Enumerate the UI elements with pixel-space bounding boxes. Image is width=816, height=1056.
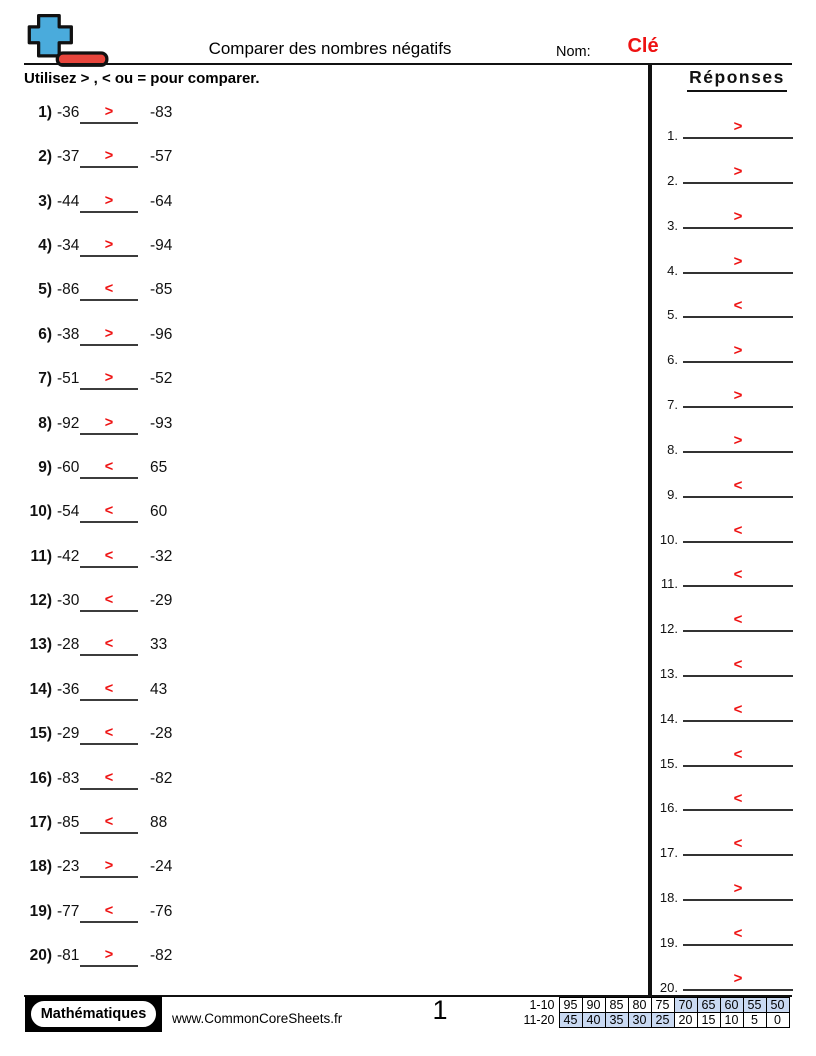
answer-blank-line <box>80 459 138 479</box>
answer-blank-line <box>80 903 138 923</box>
problem-left-value: -85 <box>57 814 80 831</box>
answer-row <box>652 208 794 233</box>
comparison-symbol: < <box>104 592 114 608</box>
score-range-label: 11-20 <box>523 1012 555 1027</box>
comparison-symbol: < <box>733 656 743 673</box>
name-value-answer-key: Clé <box>627 35 659 57</box>
answer-number: 9. <box>667 487 678 502</box>
problem-row <box>24 237 284 256</box>
problem-left-value: -77 <box>57 903 80 920</box>
comparison-symbol: > <box>104 858 114 874</box>
problem-row <box>24 814 284 833</box>
problem-left-value: -51 <box>57 370 80 387</box>
problem-right-value: -94 <box>150 237 173 254</box>
comparison-symbol: < <box>104 503 114 519</box>
answer-blank-line <box>683 925 793 946</box>
problem-right-value: -83 <box>150 104 173 121</box>
problem-left-value: -29 <box>57 725 80 742</box>
problem-left-value: -81 <box>57 947 80 964</box>
problem-right-value: 43 <box>150 681 168 698</box>
problem-number: 19) <box>29 903 52 920</box>
problem-number: 8) <box>38 415 52 432</box>
answer-blank-line <box>683 880 793 901</box>
score-cell: 75 <box>651 998 674 1013</box>
answer-blank-line <box>683 163 793 184</box>
answer-row <box>652 477 794 502</box>
comparison-symbol: > <box>733 970 743 987</box>
comparison-symbol: > <box>733 342 743 359</box>
answer-number: 11. <box>660 576 678 591</box>
answer-number: 14. <box>659 711 678 726</box>
problem-left-value: -54 <box>57 503 80 520</box>
answer-row <box>652 790 794 815</box>
problem-row <box>24 858 284 877</box>
comparison-symbol: < <box>733 477 743 494</box>
problem-left-value: -30 <box>57 592 80 609</box>
comparison-symbol: > <box>733 163 743 180</box>
problem-number: 4) <box>38 237 52 254</box>
answer-blank-line <box>80 193 138 213</box>
answer-blank-line <box>80 681 138 701</box>
answer-row <box>652 701 794 726</box>
problem-left-value: -23 <box>57 858 80 875</box>
answer-row <box>652 925 794 950</box>
comparison-symbol: < <box>104 636 114 652</box>
answers-heading: Réponses <box>668 67 806 92</box>
score-cell: 65 <box>697 998 720 1013</box>
answer-row <box>652 432 794 457</box>
answer-number: 18. <box>659 890 678 905</box>
problem-row <box>24 947 284 966</box>
answer-number: 4. <box>667 263 678 278</box>
score-cell: 45 <box>559 1013 582 1028</box>
problem-row <box>24 459 284 478</box>
answer-number: 17. <box>659 845 678 860</box>
comparison-symbol: > <box>733 118 743 135</box>
brand-badge <box>25 996 162 1032</box>
comparison-symbol: < <box>733 566 743 583</box>
answer-blank-line <box>683 208 793 229</box>
comparison-symbol: > <box>104 370 114 386</box>
answer-blank-line <box>80 725 138 745</box>
problem-row <box>24 415 284 434</box>
comparison-symbol: > <box>104 104 114 120</box>
comparison-symbol: < <box>733 522 743 539</box>
answer-blank-line <box>80 548 138 568</box>
comparison-symbol: > <box>733 387 743 404</box>
problem-right-value: -93 <box>150 415 173 432</box>
answer-blank-line <box>80 104 138 124</box>
comparison-symbol: < <box>733 925 743 942</box>
answer-number: 5. <box>667 307 678 322</box>
score-cell: 55 <box>743 998 766 1013</box>
problem-number: 18) <box>29 858 52 875</box>
comparison-symbol: < <box>104 770 114 786</box>
problem-number: 12) <box>29 592 52 609</box>
problem-right-value: -85 <box>150 281 173 298</box>
problem-row <box>24 725 284 744</box>
plus-icon <box>29 16 71 56</box>
score-cell: 35 <box>605 1013 628 1028</box>
answer-number: 3. <box>667 218 678 233</box>
problem-left-value: -38 <box>57 326 80 343</box>
comparison-symbol: < <box>733 790 743 807</box>
problem-row <box>24 148 284 167</box>
answer-blank-line <box>683 970 793 991</box>
answer-row <box>652 970 794 995</box>
comparison-symbol: > <box>104 415 114 431</box>
grading-table <box>519 997 790 1028</box>
answer-number: 20. <box>659 980 678 995</box>
answer-row <box>652 835 794 860</box>
answer-blank-line <box>683 477 793 498</box>
answer-blank-line <box>80 592 138 612</box>
answer-blank-line <box>80 326 138 346</box>
problem-row <box>24 370 284 389</box>
answer-number: 2. <box>667 173 678 188</box>
comparison-symbol: < <box>104 281 114 297</box>
website-url: www.CommonCoreSheets.fr <box>172 1011 343 1026</box>
instruction-text: Utilisez > , < ou = pour comparer. <box>24 70 260 87</box>
problem-row <box>24 326 284 345</box>
problem-left-value: -83 <box>57 770 80 787</box>
answer-blank-line <box>80 947 138 967</box>
comparison-symbol: < <box>104 903 114 919</box>
answer-number: 7. <box>667 397 678 412</box>
answer-row <box>652 253 794 278</box>
answer-number: 8. <box>667 442 678 457</box>
answer-row <box>652 880 794 905</box>
problem-right-value: -96 <box>150 326 173 343</box>
problem-row <box>24 903 284 922</box>
answer-blank-line <box>683 790 793 811</box>
score-cell: 70 <box>674 998 697 1013</box>
problem-number: 16) <box>29 770 52 787</box>
comparison-symbol: < <box>104 459 114 475</box>
answer-blank-line <box>683 297 793 318</box>
score-cell: 5 <box>743 1013 766 1028</box>
problem-row <box>24 548 284 567</box>
answer-row <box>652 342 794 367</box>
problem-left-value: -60 <box>57 459 80 476</box>
answer-row <box>652 656 794 681</box>
problem-number: 10) <box>29 503 52 520</box>
score-cell: 15 <box>697 1013 720 1028</box>
comparison-symbol: < <box>104 725 114 741</box>
comparison-symbol: > <box>104 326 114 342</box>
score-cell: 90 <box>582 998 605 1013</box>
answer-blank-line <box>80 415 138 435</box>
score-cell: 40 <box>582 1013 605 1028</box>
problem-left-value: -34 <box>57 237 80 254</box>
answer-blank-line <box>80 814 138 834</box>
problem-row <box>24 592 284 611</box>
grading-row-1-10 <box>519 998 789 1013</box>
answer-blank-line <box>80 237 138 257</box>
score-cell: 60 <box>720 998 743 1013</box>
problem-left-value: -42 <box>57 548 80 565</box>
comparison-symbol: < <box>733 611 743 628</box>
problem-right-value: -76 <box>150 903 173 920</box>
answer-row <box>652 118 794 143</box>
score-cell: 85 <box>605 998 628 1013</box>
score-cell: 0 <box>766 1013 789 1028</box>
problem-row <box>24 681 284 700</box>
comparison-symbol: > <box>733 432 743 449</box>
problem-right-value: -24 <box>150 858 173 875</box>
problem-number: 15) <box>29 725 52 742</box>
answer-blank-line <box>683 746 793 767</box>
comparison-symbol: > <box>733 208 743 225</box>
answer-blank-line <box>683 701 793 722</box>
answer-blank-line <box>80 770 138 790</box>
problem-right-value: -82 <box>150 770 173 787</box>
problem-number: 7) <box>38 370 52 387</box>
problem-right-value: -64 <box>150 193 173 210</box>
answer-blank-line <box>683 387 793 408</box>
problem-number: 6) <box>38 326 52 343</box>
score-cell: 95 <box>559 998 582 1013</box>
problem-number: 2) <box>38 148 52 165</box>
answer-row <box>652 297 794 322</box>
problem-number: 14) <box>29 681 52 698</box>
comparison-symbol: < <box>733 297 743 314</box>
comparison-symbol: > <box>104 148 114 164</box>
problem-row <box>24 636 284 655</box>
problem-left-value: -86 <box>57 281 80 298</box>
problem-right-value: 88 <box>150 814 168 831</box>
answer-blank-line <box>80 148 138 168</box>
score-cell: 25 <box>651 1013 674 1028</box>
comparison-symbol: < <box>733 746 743 763</box>
answer-blank-line <box>80 636 138 656</box>
answer-row <box>652 611 794 636</box>
answer-row <box>652 566 794 591</box>
problem-row <box>24 193 284 212</box>
score-cell: 10 <box>720 1013 743 1028</box>
answer-number: 6. <box>667 352 678 367</box>
answer-blank-line <box>80 370 138 390</box>
problem-number: 5) <box>38 281 52 298</box>
answer-blank-line <box>683 611 793 632</box>
brand-label: Mathématiques <box>29 999 158 1029</box>
problem-number: 1) <box>38 104 52 121</box>
comparison-symbol: > <box>733 253 743 270</box>
answer-blank-line <box>683 656 793 677</box>
problem-right-value: 33 <box>150 636 168 653</box>
problem-left-value: -44 <box>57 193 80 210</box>
problem-left-value: -36 <box>57 104 80 121</box>
answer-row <box>652 387 794 412</box>
problem-row <box>24 770 284 789</box>
answer-row <box>652 746 794 771</box>
answer-blank-line <box>80 281 138 301</box>
score-range-label: 1-10 <box>529 997 555 1012</box>
score-cell: 30 <box>628 1013 651 1028</box>
problem-right-value: -57 <box>150 148 173 165</box>
problem-right-value: -52 <box>150 370 173 387</box>
problem-left-value: -92 <box>57 415 80 432</box>
problem-right-value: -29 <box>150 592 173 609</box>
problem-number: 9) <box>38 459 52 476</box>
answer-blank-line <box>683 522 793 543</box>
problem-right-value: -82 <box>150 947 173 964</box>
answer-blank-line <box>683 253 793 274</box>
problem-left-value: -36 <box>57 681 80 698</box>
problem-right-value: 65 <box>150 459 168 476</box>
problem-row <box>24 503 284 522</box>
answer-blank-line <box>683 432 793 453</box>
answer-number: 16. <box>659 800 678 815</box>
problem-number: 17) <box>29 814 52 831</box>
answer-number: 13. <box>659 666 678 681</box>
problem-number: 13) <box>29 636 52 653</box>
answer-number: 10. <box>659 532 678 547</box>
comparison-symbol: < <box>733 835 743 852</box>
problem-number: 11) <box>30 548 52 565</box>
grading-row-11-20 <box>519 1013 789 1028</box>
problem-number: 20) <box>29 947 52 964</box>
comparison-symbol: < <box>733 701 743 718</box>
comparison-symbol: < <box>104 814 114 830</box>
problem-row <box>24 281 284 300</box>
page-title: Comparer des nombres négatifs <box>208 39 452 58</box>
answer-number: 12. <box>659 621 678 636</box>
answer-number: 15. <box>659 756 678 771</box>
answer-blank-line <box>683 835 793 856</box>
problem-row <box>24 104 284 123</box>
comparison-symbol: > <box>104 947 114 963</box>
comparison-symbol: < <box>104 681 114 697</box>
answer-number: 19. <box>659 935 678 950</box>
answer-blank-line <box>683 118 793 139</box>
score-cell: 20 <box>674 1013 697 1028</box>
answer-number: 1. <box>667 128 678 143</box>
answer-row <box>652 522 794 547</box>
score-cell: 80 <box>628 998 651 1013</box>
comparison-symbol: > <box>733 880 743 897</box>
answer-blank-line <box>80 503 138 523</box>
answer-blank-line <box>683 342 793 363</box>
answer-row <box>652 163 794 188</box>
plus-minus-logo <box>25 11 113 68</box>
problem-right-value: -32 <box>150 548 173 565</box>
problem-right-value: -28 <box>150 725 173 742</box>
page-number: 1 <box>432 995 448 1025</box>
comparison-symbol: > <box>104 237 114 253</box>
name-label: Nom: <box>556 44 591 60</box>
comparison-symbol: < <box>104 548 114 564</box>
header-divider <box>24 63 792 65</box>
answer-blank-line <box>80 858 138 878</box>
problem-right-value: 60 <box>150 503 168 520</box>
answer-blank-line <box>683 566 793 587</box>
problem-left-value: -28 <box>57 636 80 653</box>
comparison-symbol: > <box>104 193 114 209</box>
problem-number: 3) <box>38 193 52 210</box>
problem-left-value: -37 <box>57 148 80 165</box>
score-cell: 50 <box>766 998 789 1013</box>
